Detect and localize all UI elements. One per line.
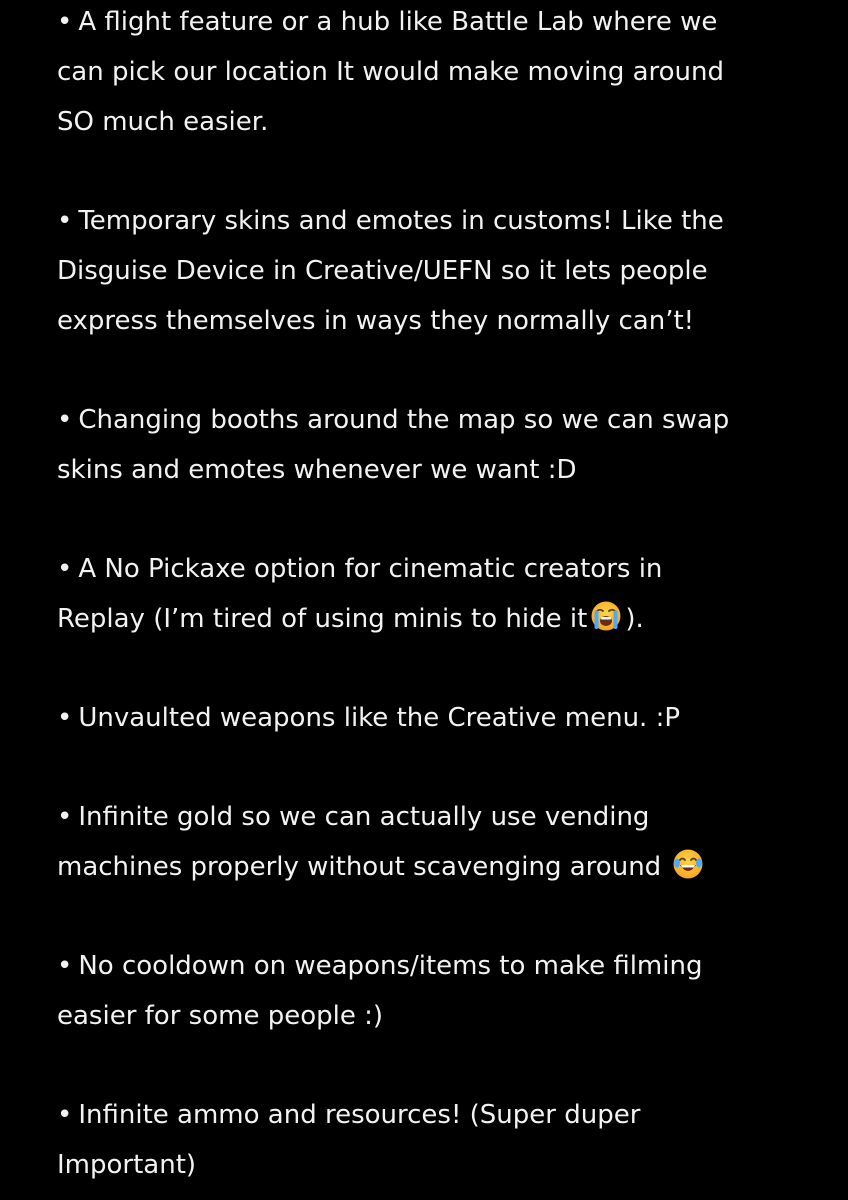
loudly-crying-face-icon xyxy=(590,600,622,632)
bullet-dot: • xyxy=(57,703,73,733)
item-text-suffix: ). xyxy=(625,604,644,634)
item-text-line: skins and emotes whenever we want :D xyxy=(57,455,577,485)
item-text-line: A No Pickaxe option for cinematic creators in xyxy=(78,554,663,584)
bullet-dot: • xyxy=(57,7,73,37)
bullet-item xyxy=(57,792,827,892)
item-text-line: SO much easier. xyxy=(57,107,269,137)
bullet-dot: • xyxy=(57,405,73,435)
item-text-line: No cooldown on weapons/items to make filming xyxy=(78,951,703,981)
item-text-line: Replay (I’m tired of using minis to hide it xyxy=(57,604,588,634)
bullet-item xyxy=(57,544,827,644)
item-text-line: Infinite ammo and resources! (Super duper xyxy=(78,1100,641,1130)
item-text-line: Important) xyxy=(57,1150,197,1180)
item-text-line: A flight feature or a hub like Battle Lab where we xyxy=(78,7,718,37)
item-text-line: Unvaulted weapons like the Creative menu. :P xyxy=(78,703,681,733)
item-text-line: Temporary skins and emotes in customs! Like the xyxy=(78,206,724,236)
item-text-line: Changing booths around the map so we can swap xyxy=(78,405,730,435)
bullet-item xyxy=(57,196,827,346)
bullet-item xyxy=(57,0,827,147)
item-text-line: machines properly without scavenging around xyxy=(57,852,662,882)
face-with-tears-of-joy-icon xyxy=(672,848,704,880)
bullet-item xyxy=(57,395,827,495)
bullet-dot: • xyxy=(57,802,73,832)
bullet-dot: • xyxy=(57,554,73,584)
bullet-dot: • xyxy=(57,206,73,236)
bullet-item xyxy=(57,1090,827,1190)
bullet-item xyxy=(57,693,827,743)
note-body xyxy=(57,0,827,1190)
item-text-line: Infinite gold so we can actually use vending xyxy=(78,802,650,832)
bullet-dot: • xyxy=(57,1100,73,1130)
bullet-item xyxy=(57,941,827,1041)
item-text-line: easier for some people :) xyxy=(57,1001,384,1031)
item-text-line: can pick our location It would make moving around xyxy=(57,57,725,87)
item-text-line: express themselves in ways they normally can’t! xyxy=(57,306,695,336)
item-text-line: Disguise Device in Creative/UEFN so it lets people xyxy=(57,256,708,286)
bullet-dot: • xyxy=(57,951,73,981)
